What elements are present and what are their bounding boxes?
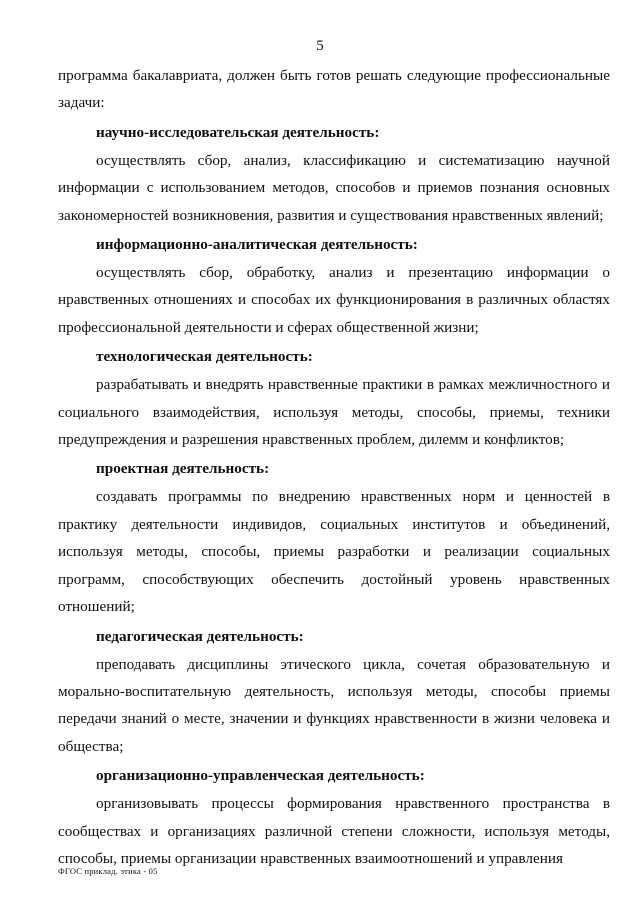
section-text-pedagogy: преподавать дисциплины этического цикла, сочетая образовательную и морально-воспитательную деятельность, используя методы, способы приемы передачи знаний о месте, значении и функциях нравственности в жизни человека и общества; (58, 655, 610, 755)
section-text-research: осуществлять сбор, анализ, классификацию и систематизацию научной информации с использованием методов, способов и приемов познания основных закономерностей возникновения, развития и существования нравственных явлений; (58, 151, 610, 224)
section-heading-pedagogy: педагогическая деятельность: (96, 627, 304, 645)
section-text-technology: разрабатывать и внедрять нравственные практики в рамках межличностного и социального взаимодействия, используя методы, способы, приемы, техники предупреждения и разрешения нравственных проблем, дилемм и конфликтов; (58, 376, 610, 449)
section-text-analytics: осуществлять сбор, обработку, анализ и презентацию информации о нравственных отношениях и способах их функционирования в различных областях профессиональной деятельности и сферах общественной жизни; (58, 264, 610, 336)
section-heading-management: организационно-управленческая деятельность: (96, 767, 425, 785)
section-text-project: создавать программы по внедрению нравственных норм и ценностей в практику деятельности индивидов, социальных институтов и объединений, используя методы, способы, приемы разработки и реализации социальных программ, способствующих обеспечить достойный уровень нравственных отношений; (58, 488, 610, 616)
section-heading-project: проектная деятельность: (96, 460, 270, 478)
section-heading-technology: технологическая деятельность: (96, 348, 313, 366)
intro-paragraph: программа бакалавриата, должен быть готов решать следующие профессиональные задачи: (58, 67, 610, 112)
section-text-management: организовывать процессы формирования нравственного пространства в сообществах и организациях различной степени сложности, используя методы, способы, приемы организации нравственных взаимоотношений и управления (58, 795, 610, 867)
page-footer: ФГОС приклад. этика - 05 (58, 866, 158, 876)
document-body (58, 62, 610, 872)
section-heading-research: научно-исследовательская деятельность: (96, 123, 380, 141)
section-heading-analytics: информационно-аналитическая деятельность: (96, 236, 418, 254)
page-number: 5 (316, 38, 324, 54)
